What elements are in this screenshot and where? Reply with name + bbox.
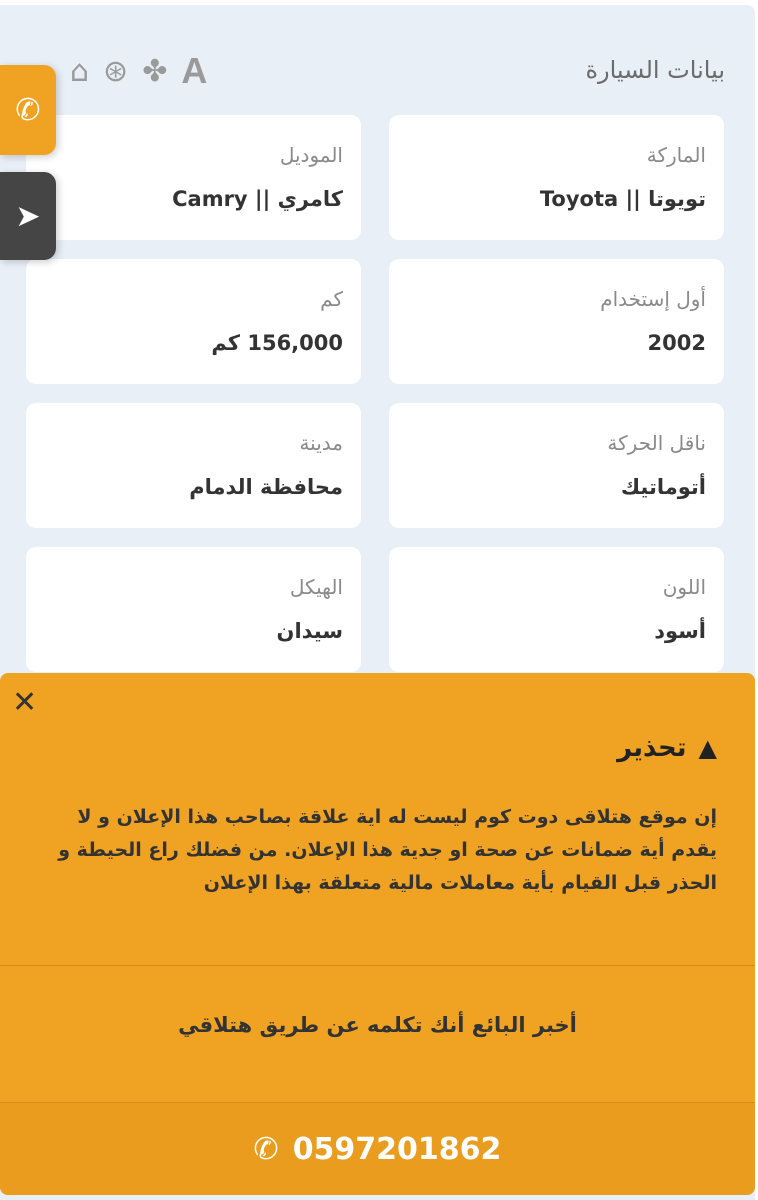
spec-card-transmission — [389, 403, 724, 528]
warning-dialog — [0, 673, 755, 1195]
fan-icon: ✤ — [142, 53, 168, 89]
spec-value: 2002 — [647, 331, 706, 355]
steering-wheel-icon: ⊛ — [103, 53, 129, 89]
phone-icon: ✆ — [253, 1131, 279, 1167]
spec-label: الهيكل — [289, 575, 343, 599]
feature-icons — [70, 50, 207, 92]
spec-value: أتوماتيك — [620, 475, 706, 499]
spec-card-brand — [389, 115, 724, 240]
warning-title-text: تحذير — [617, 733, 687, 763]
warning-title — [617, 733, 717, 763]
spec-value: تويوتا || Toyota — [539, 187, 706, 211]
warning-triangle-icon: ▲ — [698, 734, 717, 762]
tag-icon: ⌂ — [70, 53, 90, 89]
spec-label: الموديل — [279, 143, 343, 167]
spec-card-body — [26, 547, 361, 672]
spec-label: اللون — [662, 575, 706, 599]
phone-icon: ✆ — [15, 92, 41, 128]
floating-call-button[interactable] — [0, 65, 56, 155]
spec-label: ناقل الحركة — [607, 431, 706, 455]
divider — [0, 965, 755, 966]
phone-number: 0597201862 — [292, 1131, 502, 1167]
spec-value: سيدان — [276, 619, 343, 643]
spec-card-mileage — [26, 259, 361, 384]
spec-value: 156,000 كم — [211, 331, 343, 355]
spec-value: كامري || Camry — [172, 187, 343, 211]
floating-share-button[interactable] — [0, 172, 56, 260]
call-seller-button[interactable] — [0, 1102, 755, 1195]
share-icon: ➤ — [15, 198, 41, 234]
tell-seller-text: أخبر البائع أنك تكلمه عن طريق هتلاقي — [178, 1013, 577, 1037]
spec-label: أول إستخدام — [600, 287, 706, 311]
spec-card-model — [26, 115, 361, 240]
spec-value: أسود — [654, 619, 706, 643]
spec-card-year — [389, 259, 724, 384]
close-icon[interactable]: ✕ — [12, 685, 38, 720]
spec-card-color — [389, 547, 724, 672]
spec-value: محافظة الدمام — [189, 475, 343, 499]
font-a-icon: A — [181, 50, 208, 91]
warning-body: إن موقع هتلاقى دوت كوم ليست له اية علاقة بصاحب هذا الإعلان و لا يقدم أية ضمانات عن صحة او جدية هذا الإعلان. من فضلك راع الحيطة و الحذر قبل القيام بأية معاملات مالية متعلقة بهذا الإعلان — [58, 806, 717, 894]
spec-label: مدينة — [299, 431, 343, 455]
spec-label: كم — [320, 287, 343, 311]
section-title: بيانات السيارة — [585, 56, 725, 84]
section-header — [0, 50, 725, 100]
spec-label: الماركة — [646, 143, 706, 167]
spec-card-city — [26, 403, 361, 528]
